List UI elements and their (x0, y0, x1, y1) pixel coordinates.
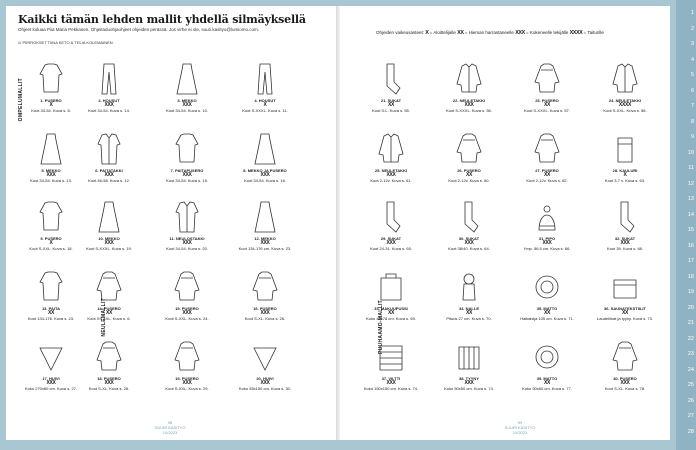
pattern-item (79, 132, 139, 184)
pattern-info: Koot 34-54. Kuva s. 10. (166, 108, 208, 114)
pattern-info: Koot 134-176 cm. Kuva s. 23. (238, 246, 292, 252)
cardigan-illustration-icon (612, 62, 638, 96)
pattern-info: Koko 270x60 cm. Kuva s. 27. (24, 386, 78, 392)
pattern-info: Koot 34-54. Kuva s. 14. (88, 108, 130, 114)
pattern-info: Koot 134-176. Kuva s. 23. (27, 316, 75, 322)
difficulty-legend (376, 30, 604, 36)
credits: /// PIIRROKSET TIINA KETO & TELIA KOLEMAINEN (18, 40, 113, 45)
ruler-tick: 2 (690, 25, 694, 32)
shawl-illustration-icon (38, 340, 64, 374)
pattern-item (517, 270, 577, 322)
difficulty-level: XX (465, 172, 473, 179)
pattern-name: 20. HUIVI (256, 376, 274, 381)
dress-illustration-icon (174, 62, 200, 96)
pattern-name: 35. MATTO (536, 306, 558, 311)
pattern-name: 14. PUSERO (97, 306, 121, 311)
pattern-info: Koko 50x50 cm. Kuva s. 74. (444, 386, 494, 392)
pattern-info: Koot S-XXXL. Kuva s. 11. (242, 108, 288, 114)
difficulty-level: XXX (182, 380, 192, 387)
page-title: Kaikki tämän lehden mallit yhdellä silmäyksellä (18, 13, 306, 26)
pattern-item (361, 270, 421, 322)
difficulty-level: XX (543, 310, 551, 317)
ruler-tick: 27 (687, 413, 694, 419)
shirt-illustration-icon (38, 200, 64, 234)
ruler-tick: 8 (690, 118, 694, 125)
ruler-tick: 15 (687, 227, 694, 233)
difficulty-level: XXX (46, 380, 56, 387)
difficulty-level: XXX (104, 102, 114, 109)
pattern-name: 13. PAITA (41, 306, 61, 311)
difficulty-level: XXX (182, 310, 192, 317)
page-footer: SUURI KÄSITYÖ 10/2023 (154, 425, 186, 435)
pattern-name: 19. PUSERO (175, 376, 199, 381)
pattern-item (235, 62, 295, 114)
difficulty-level: X (49, 240, 53, 247)
pattern-name: 15. PUSERO (175, 306, 199, 311)
pattern-item (79, 200, 139, 252)
pattern-name: 33. MAKUUPUSSI (374, 306, 408, 311)
pattern-item (517, 62, 577, 114)
pattern-name: 31. PIPO (538, 236, 556, 241)
ruler-tick: 22 (687, 335, 694, 342)
difficulty-level: XX (387, 310, 395, 317)
page-number-right (500, 420, 540, 435)
pattern-info: Koot S-L. Kuva s. 55. (372, 108, 410, 114)
page-number-left (150, 420, 190, 435)
pattern-info: Koot S-XXL. Kuva s. 24. (165, 316, 209, 322)
pattern-name: 23. PUSERO (535, 98, 559, 103)
ruler-tick: 14 (687, 211, 694, 218)
difficulty-level: XXX (260, 310, 270, 317)
ruler-tick: 19 (687, 289, 694, 295)
shawl-illustration-icon (252, 340, 278, 374)
pattern-name: 26. PUSERO (457, 168, 481, 173)
pattern-info: Koot 46-58. Kuva s. 12. (88, 178, 130, 184)
pattern-info: Ymp. 56.5 cm. Kuva s. 66. (523, 246, 571, 252)
legend-text: = Taiturille (583, 30, 604, 35)
pattern-item (439, 132, 499, 184)
ruler-tick: 25 (687, 382, 694, 388)
pattern-info: Laudeliinat ja tyyny. Kuva s. 73. (597, 316, 653, 322)
difficulty-level: XXX (386, 380, 396, 387)
pattern-name: 24. NEULETAKKI (608, 98, 642, 103)
pattern-info: Koot 34-54. Kuva s. 13. (30, 178, 72, 184)
pattern-info: Koot S-XXXL. Kuva s. 19. (86, 246, 132, 252)
legend-mark: XX (457, 30, 464, 36)
pattern-name: 39. MATTO (536, 376, 558, 381)
difficulty-level: XXX (46, 172, 56, 179)
difficulty-level: XXX (464, 380, 474, 387)
pattern-item (79, 270, 139, 322)
pattern-name: 32. SUKAT (614, 236, 636, 241)
pattern-info: Koot S-XL. Kuva s. 28. (88, 386, 130, 392)
dress-illustration-icon (252, 132, 278, 166)
pattern-item (517, 340, 577, 392)
pattern-name: 5. MEKKO (41, 168, 61, 173)
sock-illustration-icon (612, 200, 638, 234)
pattern-name: 28. KAULURI (612, 168, 638, 173)
ruler-tick: 23 (687, 351, 694, 357)
page-ruler (676, 0, 696, 450)
pattern-item (21, 132, 81, 184)
sweater-illustration-icon (174, 270, 200, 304)
ruler-tick: 17 (687, 258, 694, 264)
difficulty-level: XXX (104, 240, 114, 247)
pattern-info: Koot S-XXL. Kuva s. 18. (29, 246, 73, 252)
ruler-tick: 20 (687, 304, 694, 311)
pattern-info: Koot 34-54. Kuva s. 20. (166, 246, 208, 252)
legend-intro: Ohjeiden vaikeusasteet: (376, 30, 425, 35)
pattern-item (157, 62, 217, 114)
bag-illustration-icon (378, 270, 404, 304)
difficulty-level: XXX (260, 380, 270, 387)
sweater-illustration-icon (456, 132, 482, 166)
legend-text: = Kokeneelle tekijälle (525, 30, 569, 35)
difficulty-level: XXX (104, 172, 114, 179)
pattern-info: Koot S-XXL. Kuva s. 58. (603, 108, 647, 114)
pattern-item (79, 340, 139, 392)
ruler-tick: 16 (687, 242, 694, 249)
difficulty-level: XXX (260, 240, 270, 247)
pattern-info: Koko 55x150 cm. Kuva s. 30. (238, 386, 292, 392)
ruler-tick: 9 (690, 134, 694, 140)
pattern-info: Koko 90x60 cm. Kuva s. 77. (522, 386, 572, 392)
ruler-tick: 7 (690, 103, 694, 109)
ruler-tick: 21 (687, 320, 694, 326)
pattern-item (517, 200, 577, 252)
legend-mark: XXXX (569, 30, 583, 36)
section-sewing: OMPELUMALLIT (18, 78, 24, 122)
pattern-info: Pituus 27 cm. Kuva s. 70. (446, 316, 492, 322)
pattern-item (439, 62, 499, 114)
legend-mark: XXX (515, 30, 525, 36)
pattern-item (439, 340, 499, 392)
page-footer: SUURI KÄSITYÖ 10/2023 (504, 425, 536, 435)
difficulty-level: XX (47, 310, 55, 317)
pattern-name: 4. HOUSUT (254, 98, 276, 103)
ruler-tick: 11 (688, 165, 694, 171)
page-number: 98 (167, 420, 173, 425)
pattern-name: 36. SAUNATEKSTIILIT (604, 306, 646, 311)
hat-illustration-icon (534, 200, 560, 234)
pattern-item (79, 62, 139, 114)
difficulty-level: XXX (104, 380, 114, 387)
difficulty-level: XXX (182, 240, 192, 247)
section-knitting: NEULEMALLIT (101, 298, 107, 337)
difficulty-level: XXX (464, 102, 474, 109)
ruler-tick: 3 (690, 41, 694, 47)
pattern-info: Koot 38/40. Kuva s. 64. (448, 246, 490, 252)
bear-illustration-icon (456, 270, 482, 304)
ruler-tick: 26 (687, 397, 694, 404)
pattern-info: Koko 42x78 cm. Kuva s. 69. (366, 316, 416, 322)
pattern-name: 25. NEULETAKKI (374, 168, 408, 173)
sweater-illustration-icon (534, 62, 560, 96)
pattern-item (21, 270, 81, 322)
pattern-name: 22. NEULETAKKI (452, 98, 486, 103)
pattern-name: 11. NEULOSTAKKI (169, 236, 205, 241)
blanket-illustration-icon (378, 340, 404, 374)
pattern-item (235, 270, 295, 322)
pattern-info: Koot 34-54. Kuva s. 8. (31, 108, 71, 114)
pattern-info: Koot 34-54. Kuva s. 16. (244, 178, 286, 184)
pants-illustration-icon (96, 62, 122, 96)
rug-illustration-icon (534, 340, 560, 374)
pattern-name: 30. SUKAT (458, 236, 480, 241)
pattern-name: 3. MEKKO (177, 98, 197, 103)
pattern-name: 40. PUSERO (613, 376, 637, 381)
pattern-name: 34. NALLE (458, 306, 479, 311)
difficulty-level: XXX (620, 240, 630, 247)
sweater-illustration-icon (534, 132, 560, 166)
pattern-item (21, 340, 81, 392)
intro-text: Ohjeet koluaa Piia Maria Pekkanen. Ohjeitaduohjaohjeet ohjeiden perässä. Jos virhe ei ole, suuri.kasityo@lumiomo.com. (18, 27, 259, 32)
pattern-info: Koot 3-7 v. Kuva s. 63. (604, 178, 646, 184)
difficulty-level: XXX (464, 240, 474, 247)
ruler-tick: 24 (687, 366, 694, 373)
ruler-tick: 6 (690, 87, 694, 94)
sweater-illustration-icon (96, 340, 122, 374)
pattern-item (157, 132, 217, 184)
difficulty-level: XXX (620, 380, 630, 387)
legend-mark: X (425, 30, 429, 36)
pattern-item (595, 62, 655, 114)
difficulty-level: XX (621, 310, 629, 317)
jacket-illustration-icon (96, 132, 122, 166)
difficulty-level: XXXX (618, 102, 632, 109)
pattern-name: 2. HOUSUT (98, 98, 120, 103)
ruler-tick: 1 (690, 10, 694, 16)
cowl-illustration-icon (612, 132, 638, 166)
difficulty-level: XXX (386, 172, 396, 179)
ruler-tick: 10 (687, 149, 694, 156)
section-crochet: PUUHAAMO-MALLIT (378, 300, 384, 354)
pattern-name: 21. SUKAT (380, 98, 402, 103)
sock-illustration-icon (378, 200, 404, 234)
difficulty-level: XXX (386, 240, 396, 247)
pattern-item (361, 200, 421, 252)
pattern-name: 38. TYYNY (458, 376, 479, 381)
pattern-name: 27. PUSERO (535, 168, 559, 173)
difficulty-level: XXX (542, 240, 552, 247)
pattern-info: Koot S-XL. Kuva s. 26. (244, 316, 286, 322)
pattern-name: 8. MEKKO JA PUSERO (243, 168, 287, 173)
difficulty-level: XX (465, 310, 473, 317)
pattern-item (595, 200, 655, 252)
difficulty-level: XX (105, 310, 113, 317)
dress-illustration-icon (96, 200, 122, 234)
pattern-item (595, 270, 655, 322)
sweater-illustration-icon (612, 340, 638, 374)
pattern-item (361, 340, 421, 392)
pillow-illustration-icon (456, 340, 482, 374)
ruler-tick: 12 (687, 180, 694, 187)
pattern-info: Koot XS-4XL. Kuva s. 6. (87, 316, 131, 322)
dress-illustration-icon (252, 200, 278, 234)
pattern-name: 17. HUIVI (42, 376, 60, 381)
towel-illustration-icon (612, 270, 638, 304)
pattern-item (439, 200, 499, 252)
ruler-tick: 5 (690, 72, 694, 78)
pattern-info: Koot 39. Kuva s. 68. (606, 246, 644, 252)
pattern-info: Koko 150x150 cm. Kuva s. 74. (363, 386, 419, 392)
shirt-illustration-icon (38, 62, 64, 96)
difficulty-level: X (263, 102, 267, 109)
ruler-tick: 4 (690, 56, 694, 63)
difficulty-level: X (623, 172, 627, 179)
pattern-item (21, 62, 81, 114)
sweater-illustration-icon (174, 340, 200, 374)
difficulty-level: XXX (182, 172, 192, 179)
pattern-info: Koot S-XXXL. Kuva s. 57. (524, 108, 570, 114)
pants-illustration-icon (252, 62, 278, 96)
dress-illustration-icon (38, 132, 64, 166)
difficulty-level: XXX (260, 172, 270, 179)
pattern-item (361, 62, 421, 114)
pattern-item (517, 132, 577, 184)
pattern-item (235, 132, 295, 184)
pattern-name: 37. VILTTI (381, 376, 401, 381)
pattern-name: 9. PUSERO (40, 236, 62, 241)
jacket-illustration-icon (174, 200, 200, 234)
sock-illustration-icon (456, 200, 482, 234)
pattern-name: 29. SUKAT (380, 236, 402, 241)
pattern-name: 1. PUSERO (40, 98, 62, 103)
pattern-name: 7. PAITAPUSERO (170, 168, 204, 173)
difficulty-level: XX (387, 102, 395, 109)
ruler-tick: 18 (687, 273, 694, 280)
page-number: 99 (517, 420, 523, 425)
pattern-name: 10. MEKKO (98, 236, 120, 241)
shirt-illustration-icon (38, 270, 64, 304)
pattern-info: Koot 24-31. Kuva s. 65. (370, 246, 412, 252)
pattern-info: Koot S-XXL. Kuva s. 29. (165, 386, 209, 392)
sock-illustration-icon (378, 62, 404, 96)
pattern-name: 18. PUSERO (97, 376, 121, 381)
pattern-item (235, 200, 295, 252)
sweater-illustration-icon (252, 270, 278, 304)
difficulty-level: XX (543, 102, 551, 109)
ruler-tick: 13 (687, 196, 694, 202)
pattern-name: 6. PAITATAKKI (95, 168, 123, 173)
pattern-item (157, 200, 217, 252)
pattern-item (235, 340, 295, 392)
sweater-illustration-icon (96, 270, 122, 304)
legend-text: = Hieman harrastaneelle (464, 30, 514, 35)
pattern-item (595, 132, 655, 184)
shirt-illustration-icon (174, 132, 200, 166)
pattern-item (157, 340, 217, 392)
pattern-info: Koot S-XXXL. Kuva s. 56. (446, 108, 492, 114)
pattern-item (439, 270, 499, 322)
ruler-tick: 28 (687, 428, 694, 435)
pattern-info: Koot 2-12v. Kuva s. 61. (370, 178, 412, 184)
pattern-name: 16. PUSERO (253, 306, 277, 311)
pattern-info: Koot 34-54. Kuva s. 15. (166, 178, 208, 184)
cardigan-illustration-icon (456, 62, 482, 96)
pattern-info: Koot S-XL. Kuva s. 78. (604, 386, 646, 392)
legend-text: = Aloittelijalle (429, 30, 456, 35)
rug-illustration-icon (534, 270, 560, 304)
difficulty-level: XX (543, 172, 551, 179)
pattern-item (361, 132, 421, 184)
difficulty-level: X (49, 102, 53, 109)
pattern-info: Koot 2-12v. Kuva s. 62. (526, 178, 568, 184)
difficulty-level: XX (543, 380, 551, 387)
pattern-info: Koot 2-12v. Kuva s. 60. (448, 178, 490, 184)
pattern-item (157, 270, 217, 322)
pattern-item (595, 340, 655, 392)
pattern-info: Halkaisija 105 cm. Kuva s. 71. (520, 316, 574, 322)
cardigan-illustration-icon (378, 132, 404, 166)
difficulty-level: XXX (182, 102, 192, 109)
pattern-item (21, 200, 81, 252)
pattern-name: 12. MEKKO (254, 236, 276, 241)
